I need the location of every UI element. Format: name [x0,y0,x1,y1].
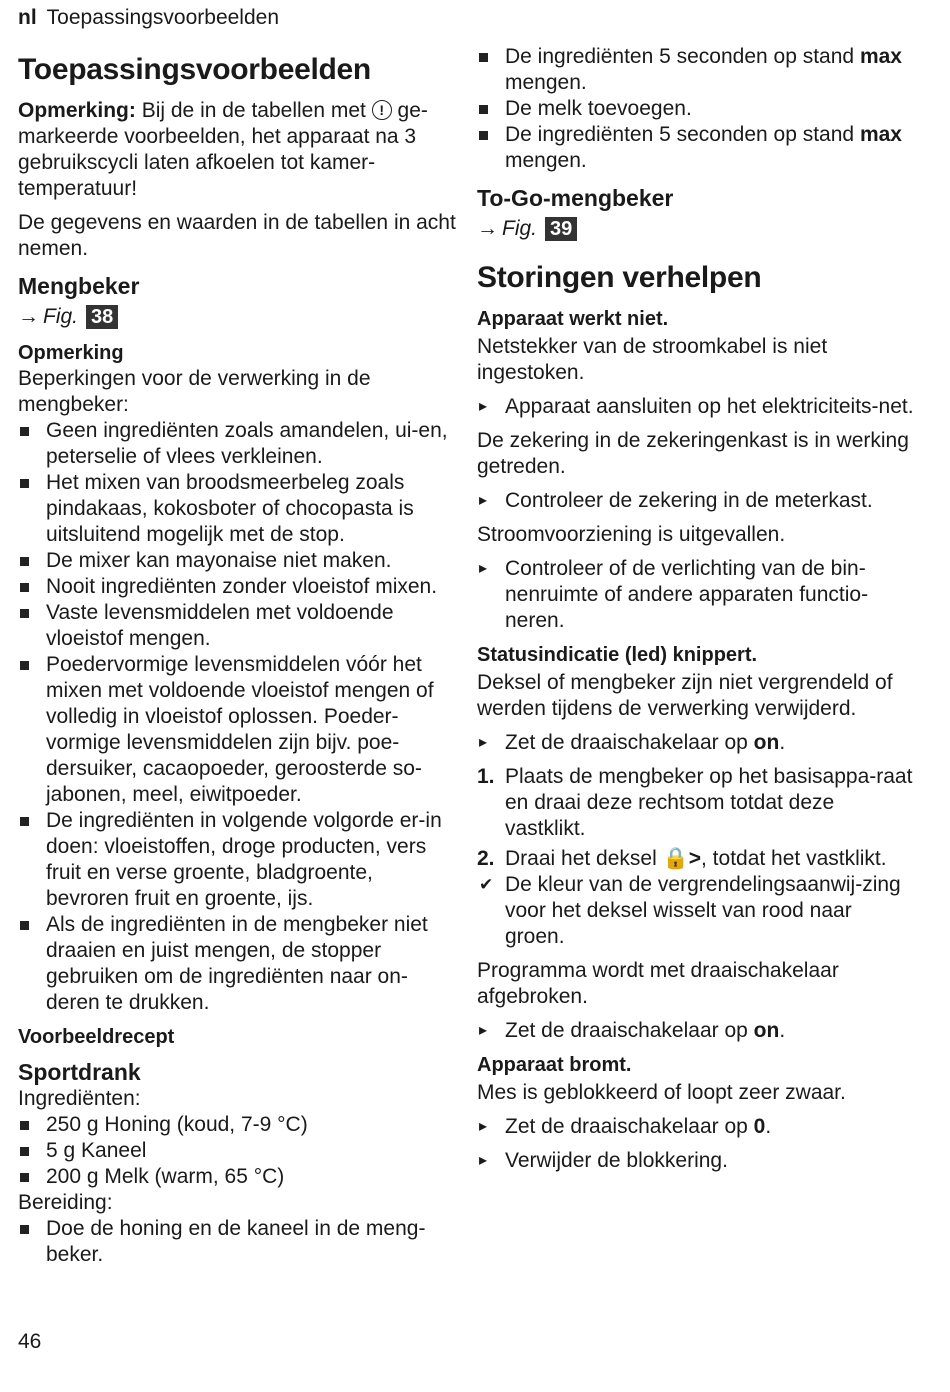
cause-text: Mes is geblokkeerd of loopt zeer zwaar. [477,1081,846,1104]
language-code: nl [18,6,37,29]
section-mengbeker: Mengbeker [18,273,140,299]
opmerking-text: Beperkingen voor de verwerking in de mengbeker: [18,367,371,416]
steps-list [477,764,917,950]
list-item: Poedervormige levensmiddelen vóór het mixen met voldoende vloeistof mengen of volledig in vloeistof oplossen. Poeder-vormige levensmiddelen zijn bijv. poe-dersuiker, cacaopoeder, geroosterde so-jabonen, meel, eiwitpoeder. [18,652,456,808]
list-item [477,96,917,122]
arrow-right-icon: → [18,305,39,328]
step-bold: max [859,123,902,146]
action-list [477,1018,917,1044]
restrictions-list [18,418,456,1016]
issue-title: Statusindicatie (led) knippert. [477,644,758,666]
action-text: . [779,731,786,754]
list-item: Geen ingrediënten zoals amandelen, ui-en, peterselie of vlees verkleinen. [18,418,456,470]
action-list [477,730,917,756]
action-bold: on [753,731,780,754]
action-item: ▸ Apparaat aansluiten op het elektriciteits-net. [477,394,917,420]
exclamation-icon: ! [372,100,392,120]
arrow-right-icon: → [477,217,498,240]
list-item: Doe de honing en de kaneel in de meng-beker. [18,1216,456,1268]
bereiding-label: Bereiding: [18,1191,113,1214]
action-text: . [765,1115,772,1138]
note-text-1: Bij de in de tabellen met [141,99,366,122]
section-storingen: Storingen verhelpen [477,261,762,294]
action-item [477,730,917,756]
action-item [477,1114,917,1140]
opmerking-title: Opmerking [18,342,124,364]
step-item [477,764,917,842]
checkmark-icon: ✔ [479,875,494,894]
lock-icon: 🔒> [662,847,702,870]
header-title: Toepassingsvoorbeelden [46,6,280,29]
list-item: 5 g Kaneel [18,1138,456,1164]
step-text: mengen. [505,71,587,94]
right-column [477,44,917,1182]
ingredienten-label: Ingrediënten: [18,1087,141,1110]
voorbeeldrecept-title: Voorbeeldrecept [18,1026,175,1048]
cause-text: De zekering in de zekeringenkast is in werking getreden. [477,429,909,478]
action-bold: 0 [753,1115,766,1138]
action-list [477,394,917,420]
step-text: Plaats de mengbeker op het basisappa-raat en draai deze rechtsom totdat deze vastklikt. [505,765,913,840]
list-item [477,44,917,96]
action-list [477,556,917,634]
result-text: De kleur van de vergrendelingsaanwij-zing voor het deksel wisselt van rood naar groen. [505,873,901,948]
list-item: Als de ingrediënten in de mengbeker niet draaien en juist mengen, de stopper gebruiken om de ingrediënten naar on-deren te drukken. [18,912,456,1016]
action-item: ▸ Controleer of de verlichting van de bin-nenruimte of andere apparaten functio-neren. [477,556,917,634]
step-text: De ingrediënten 5 seconden op stand [505,45,860,68]
result-item [477,872,917,950]
cause-text: Deksel of mengbeker zijn niet vergrendeld of werden tijdens de verwerking verwijderd. [477,671,893,720]
issue-title: Apparaat bromt. [477,1054,632,1076]
list-item: De mixer kan mayonaise niet maken. [18,548,456,574]
list-item: Vaste levensmiddelen met voldoende vloeistof mengen. [18,600,456,652]
page-number: 46 [18,1330,42,1353]
fig-number: 38 [86,305,118,329]
action-list [477,488,917,514]
figure-reference-38 [18,304,456,330]
action-list [477,1114,917,1174]
action-text: Zet de draaischakelaar op [505,1115,754,1138]
note-text-2: ge-markeerde voorbeelden, het apparaat na 3 gebruikscycli laten afkoelen tot kamer-temperatuur! [18,99,428,200]
list-item: Het mixen van broodsmeerbeleg zoals pindakaas, kokosboter of chocopasta is uitsluitend mogelijk met de stop. [18,470,456,548]
step-text: De melk toevoegen. [505,97,692,120]
action-text: Zet de draaischakelaar op [505,731,754,754]
action-item: ▸ Verwijder de blokkering. [477,1148,917,1174]
cause-text: Netstekker van de stroomkabel is niet ingestoken. [477,335,828,384]
fig-label: Fig. [502,217,538,240]
fig-label: Fig. [43,305,79,328]
list-item [477,122,917,174]
action-text: Zet de draaischakelaar op [505,1019,754,1042]
page-header [18,6,279,30]
preparation-list-continued [477,44,917,174]
data-note: De gegevens en waarden in de tabellen in acht nemen. [18,211,456,260]
figure-reference-39 [477,216,917,242]
action-item: ▸ Controleer de zekering in de meterkast. [477,488,917,514]
step-text: De ingrediënten 5 seconden op stand [505,123,860,146]
list-item: 200 g Melk (warm, 65 °C) [18,1164,456,1190]
preparation-list [18,1216,456,1268]
step-item [477,846,917,872]
list-item: 250 g Honing (koud, 7-9 °C) [18,1112,456,1138]
action-item [477,1018,917,1044]
warning-note [18,98,456,202]
action-text: . [779,1019,786,1042]
step-text: , totdat het vastklikt. [701,847,887,870]
step-number: 1. [477,765,495,788]
issue-title: Apparaat werkt niet. [477,308,669,330]
list-item: Nooit ingrediënten zonder vloeistof mixen. [18,574,456,600]
step-text: Draai het deksel [505,847,657,870]
note-label: Opmerking: [18,99,136,122]
cause-text: Programma wordt met draaischakelaar afgebroken. [477,959,839,1008]
sportdrank-title: Sportdrank [18,1059,141,1085]
ingredients-list [18,1112,456,1190]
section-togo: To-Go-mengbeker [477,185,674,211]
step-number: 2. [477,847,495,870]
cause-text: Stroomvoorziening is uitgevallen. [477,523,786,546]
step-text: mengen. [505,149,587,172]
step-bold: max [859,45,902,68]
fig-number: 39 [545,217,577,241]
action-bold: on [753,1019,780,1042]
left-column [18,44,456,1276]
list-item: De ingrediënten in volgende volgorde er-in doen: vloeistoffen, droge producten, vers fruit en verse groente, bladgroente, bevroren fruit en groente, ijs. [18,808,456,912]
page-title: Toepassingsvoorbeelden [18,53,371,86]
